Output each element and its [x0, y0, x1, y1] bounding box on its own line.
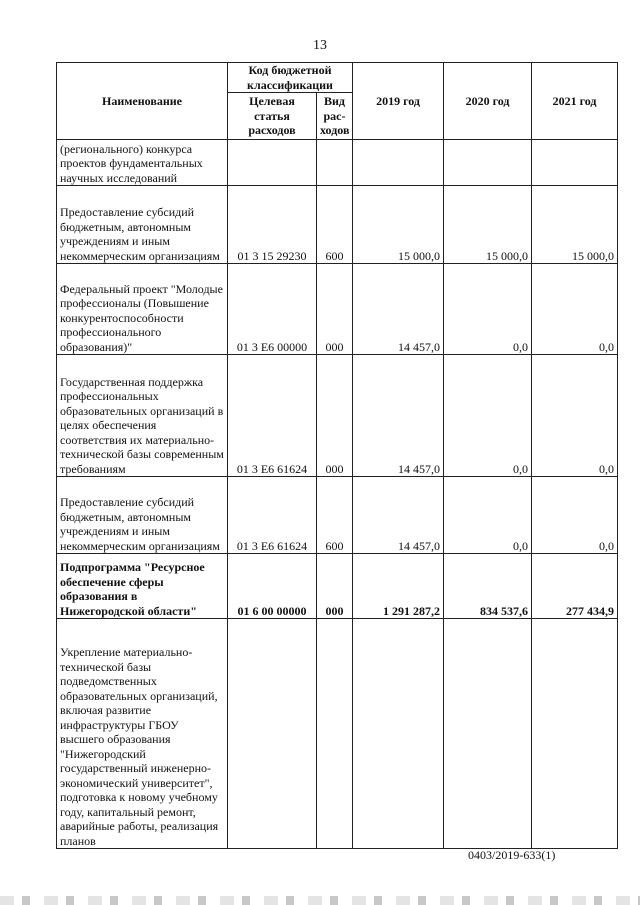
row-2021-value: 0,0: [532, 355, 618, 477]
row-name-cell: Предоставление субсидий бюджетным, автономным учреждениям и иным некоммерческим организациям: [57, 477, 228, 554]
header-expense-type: Вид рас-ходов: [317, 93, 353, 140]
row-expense-type-cell: 000: [317, 554, 353, 619]
row-target-article-cell: [228, 140, 317, 186]
row-name-cell: Подпрограмма "Ресурсное обеспечение сферы образования в Нижегородской области": [57, 554, 228, 619]
row-name-cell: (регионального) конкурса проектов фундаментальных научных исследований: [57, 140, 228, 186]
row-2021-value: 0,0: [532, 264, 618, 355]
row-target-article-cell: 01 6 00 00000: [228, 554, 317, 619]
table-row: [57, 264, 618, 355]
row-expense-type-cell: [317, 619, 353, 849]
row-2019-value: 15 000,0: [353, 186, 444, 264]
row-2020-value: 15 000,0: [444, 186, 532, 264]
table-row: [57, 355, 618, 477]
row-expense-type-cell: 600: [317, 477, 353, 554]
row-2021-value: [532, 619, 618, 849]
row-target-article-cell: [228, 619, 317, 849]
table-row: [57, 619, 618, 849]
row-2020-value: 0,0: [444, 355, 532, 477]
row-2019-value: [353, 619, 444, 849]
row-2019-value: 14 457,0: [353, 355, 444, 477]
row-2020-value: 0,0: [444, 264, 532, 355]
page-number: 13: [313, 38, 327, 53]
table-row: [57, 140, 618, 186]
row-2019-value: 14 457,0: [353, 264, 444, 355]
row-2021-value: [532, 140, 618, 186]
row-target-article-cell: 01 3 Е6 00000: [228, 264, 317, 355]
row-2021-value: 15 000,0: [532, 186, 618, 264]
document-number-footer: 0403/2019-633(1): [468, 848, 556, 862]
table-row: [57, 186, 618, 264]
row-2021-value: 277 434,9: [532, 554, 618, 619]
row-2020-value: 834 537,6: [444, 554, 532, 619]
table-header: [57, 63, 618, 140]
table-body: [57, 140, 618, 849]
row-target-article-cell: 01 3 15 29230: [228, 186, 317, 264]
row-2020-value: [444, 619, 532, 849]
row-name-cell: Государственная поддержка профессиональных образовательных организаций в целях обеспечения соответствия их материально-технической базы современным требованиям: [57, 355, 228, 477]
row-name-cell: Укрепление материально-технической базы подведомственных образовательных организаций, включая развитие инфраструктуры ГБОУ высшего образования "Нижегородский государственный инженерно-экономический университет", подготовка к новому учебному году, капитальный ремонт, аварийные работы, реализация планов: [57, 619, 228, 849]
header-code-group: Код бюджетной классификации: [228, 63, 353, 93]
header-2020: 2020 год: [444, 63, 532, 140]
row-2021-value: 0,0: [532, 477, 618, 554]
row-2019-value: 14 457,0: [353, 477, 444, 554]
row-expense-type-cell: 000: [317, 355, 353, 477]
row-expense-type-cell: 000: [317, 264, 353, 355]
row-expense-type-cell: 600: [317, 186, 353, 264]
header-target-article: Целевая статья расходов: [228, 93, 317, 140]
row-target-article-cell: 01 3 Е6 61624: [228, 355, 317, 477]
table-row: [57, 477, 618, 554]
row-2019-value: [353, 140, 444, 186]
row-name-cell: Федеральный проект "Молодые профессионалы (Повышение конкурентоспособности профессионального образования)": [57, 264, 228, 355]
header-2021: 2021 год: [532, 63, 618, 140]
row-2019-value: 1 291 287,2: [353, 554, 444, 619]
header-2019: 2019 год: [353, 63, 444, 140]
budget-table: [56, 62, 618, 849]
row-2020-value: [444, 140, 532, 186]
row-expense-type-cell: [317, 140, 353, 186]
row-target-article-cell: 01 3 Е6 61624: [228, 477, 317, 554]
row-name-cell: Предоставление субсидий бюджетным, автономным учреждениям и иным некоммерческим организациям: [57, 186, 228, 264]
header-name: Наименование: [57, 63, 228, 140]
scan-edge-artifact: [0, 896, 640, 905]
row-2020-value: 0,0: [444, 477, 532, 554]
table-row: [57, 554, 618, 619]
